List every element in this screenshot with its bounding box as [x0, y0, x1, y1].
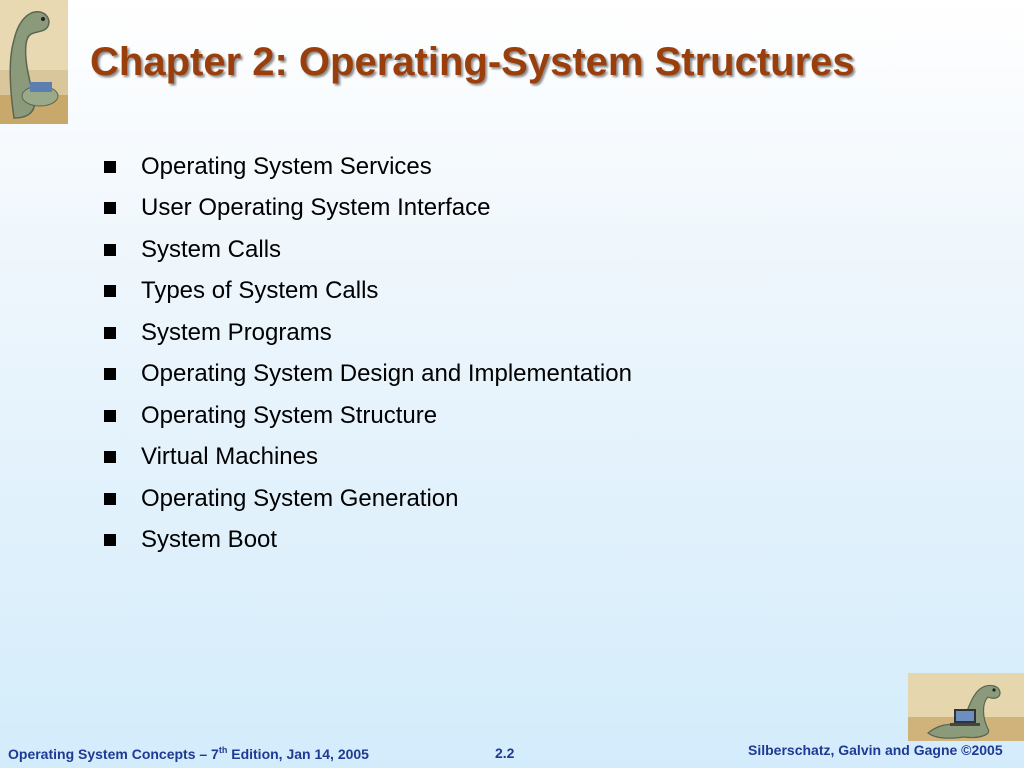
list-item-text: Operating System Structure — [141, 401, 438, 429]
page-number: 2.2 — [495, 745, 515, 761]
footer-title-superscript: th — [218, 745, 228, 755]
square-bullet-icon — [104, 451, 116, 463]
list-item — [104, 354, 632, 396]
list-item-text: Operating System Design and Implementation — [141, 360, 632, 388]
dinosaur-logo-icon — [0, 0, 68, 124]
footer-title-prefix: Operating System Concepts – 7 — [8, 746, 219, 762]
page-title: Chapter 2: Operating-System Structures — [90, 40, 855, 84]
list-item — [104, 395, 632, 437]
square-bullet-icon — [104, 327, 116, 339]
dinosaur-laptop-icon — [908, 673, 1024, 741]
square-bullet-icon — [104, 244, 116, 256]
list-item — [104, 229, 632, 271]
square-bullet-icon — [104, 161, 116, 173]
list-item-text: System Boot — [141, 526, 278, 554]
topic-list — [104, 146, 632, 561]
square-bullet-icon — [104, 493, 116, 505]
footer-copyright: Silberschatz, Galvin and Gagne ©2005 — [748, 742, 1003, 758]
footer-title-suffix: Edition, Jan 14, 2005 — [227, 746, 369, 762]
list-item-text: System Programs — [141, 318, 332, 346]
square-bullet-icon — [104, 202, 116, 214]
list-item-text: System Calls — [141, 235, 282, 263]
list-item — [104, 188, 632, 230]
square-bullet-icon — [104, 410, 116, 422]
list-item — [104, 437, 632, 479]
square-bullet-icon — [104, 534, 116, 546]
list-item-text: Virtual Machines — [141, 443, 318, 471]
list-item — [104, 478, 632, 520]
list-item-text: Operating System Services — [141, 152, 432, 180]
list-item — [104, 146, 632, 188]
list-item — [104, 312, 632, 354]
list-item-text: User Operating System Interface — [141, 194, 491, 222]
list-item-text: Types of System Calls — [141, 277, 379, 305]
list-item — [104, 271, 632, 313]
footer-book-title — [8, 745, 369, 762]
square-bullet-icon — [104, 285, 116, 297]
square-bullet-icon — [104, 368, 116, 380]
list-item — [104, 520, 632, 562]
list-item-text: Operating System Generation — [141, 484, 459, 512]
